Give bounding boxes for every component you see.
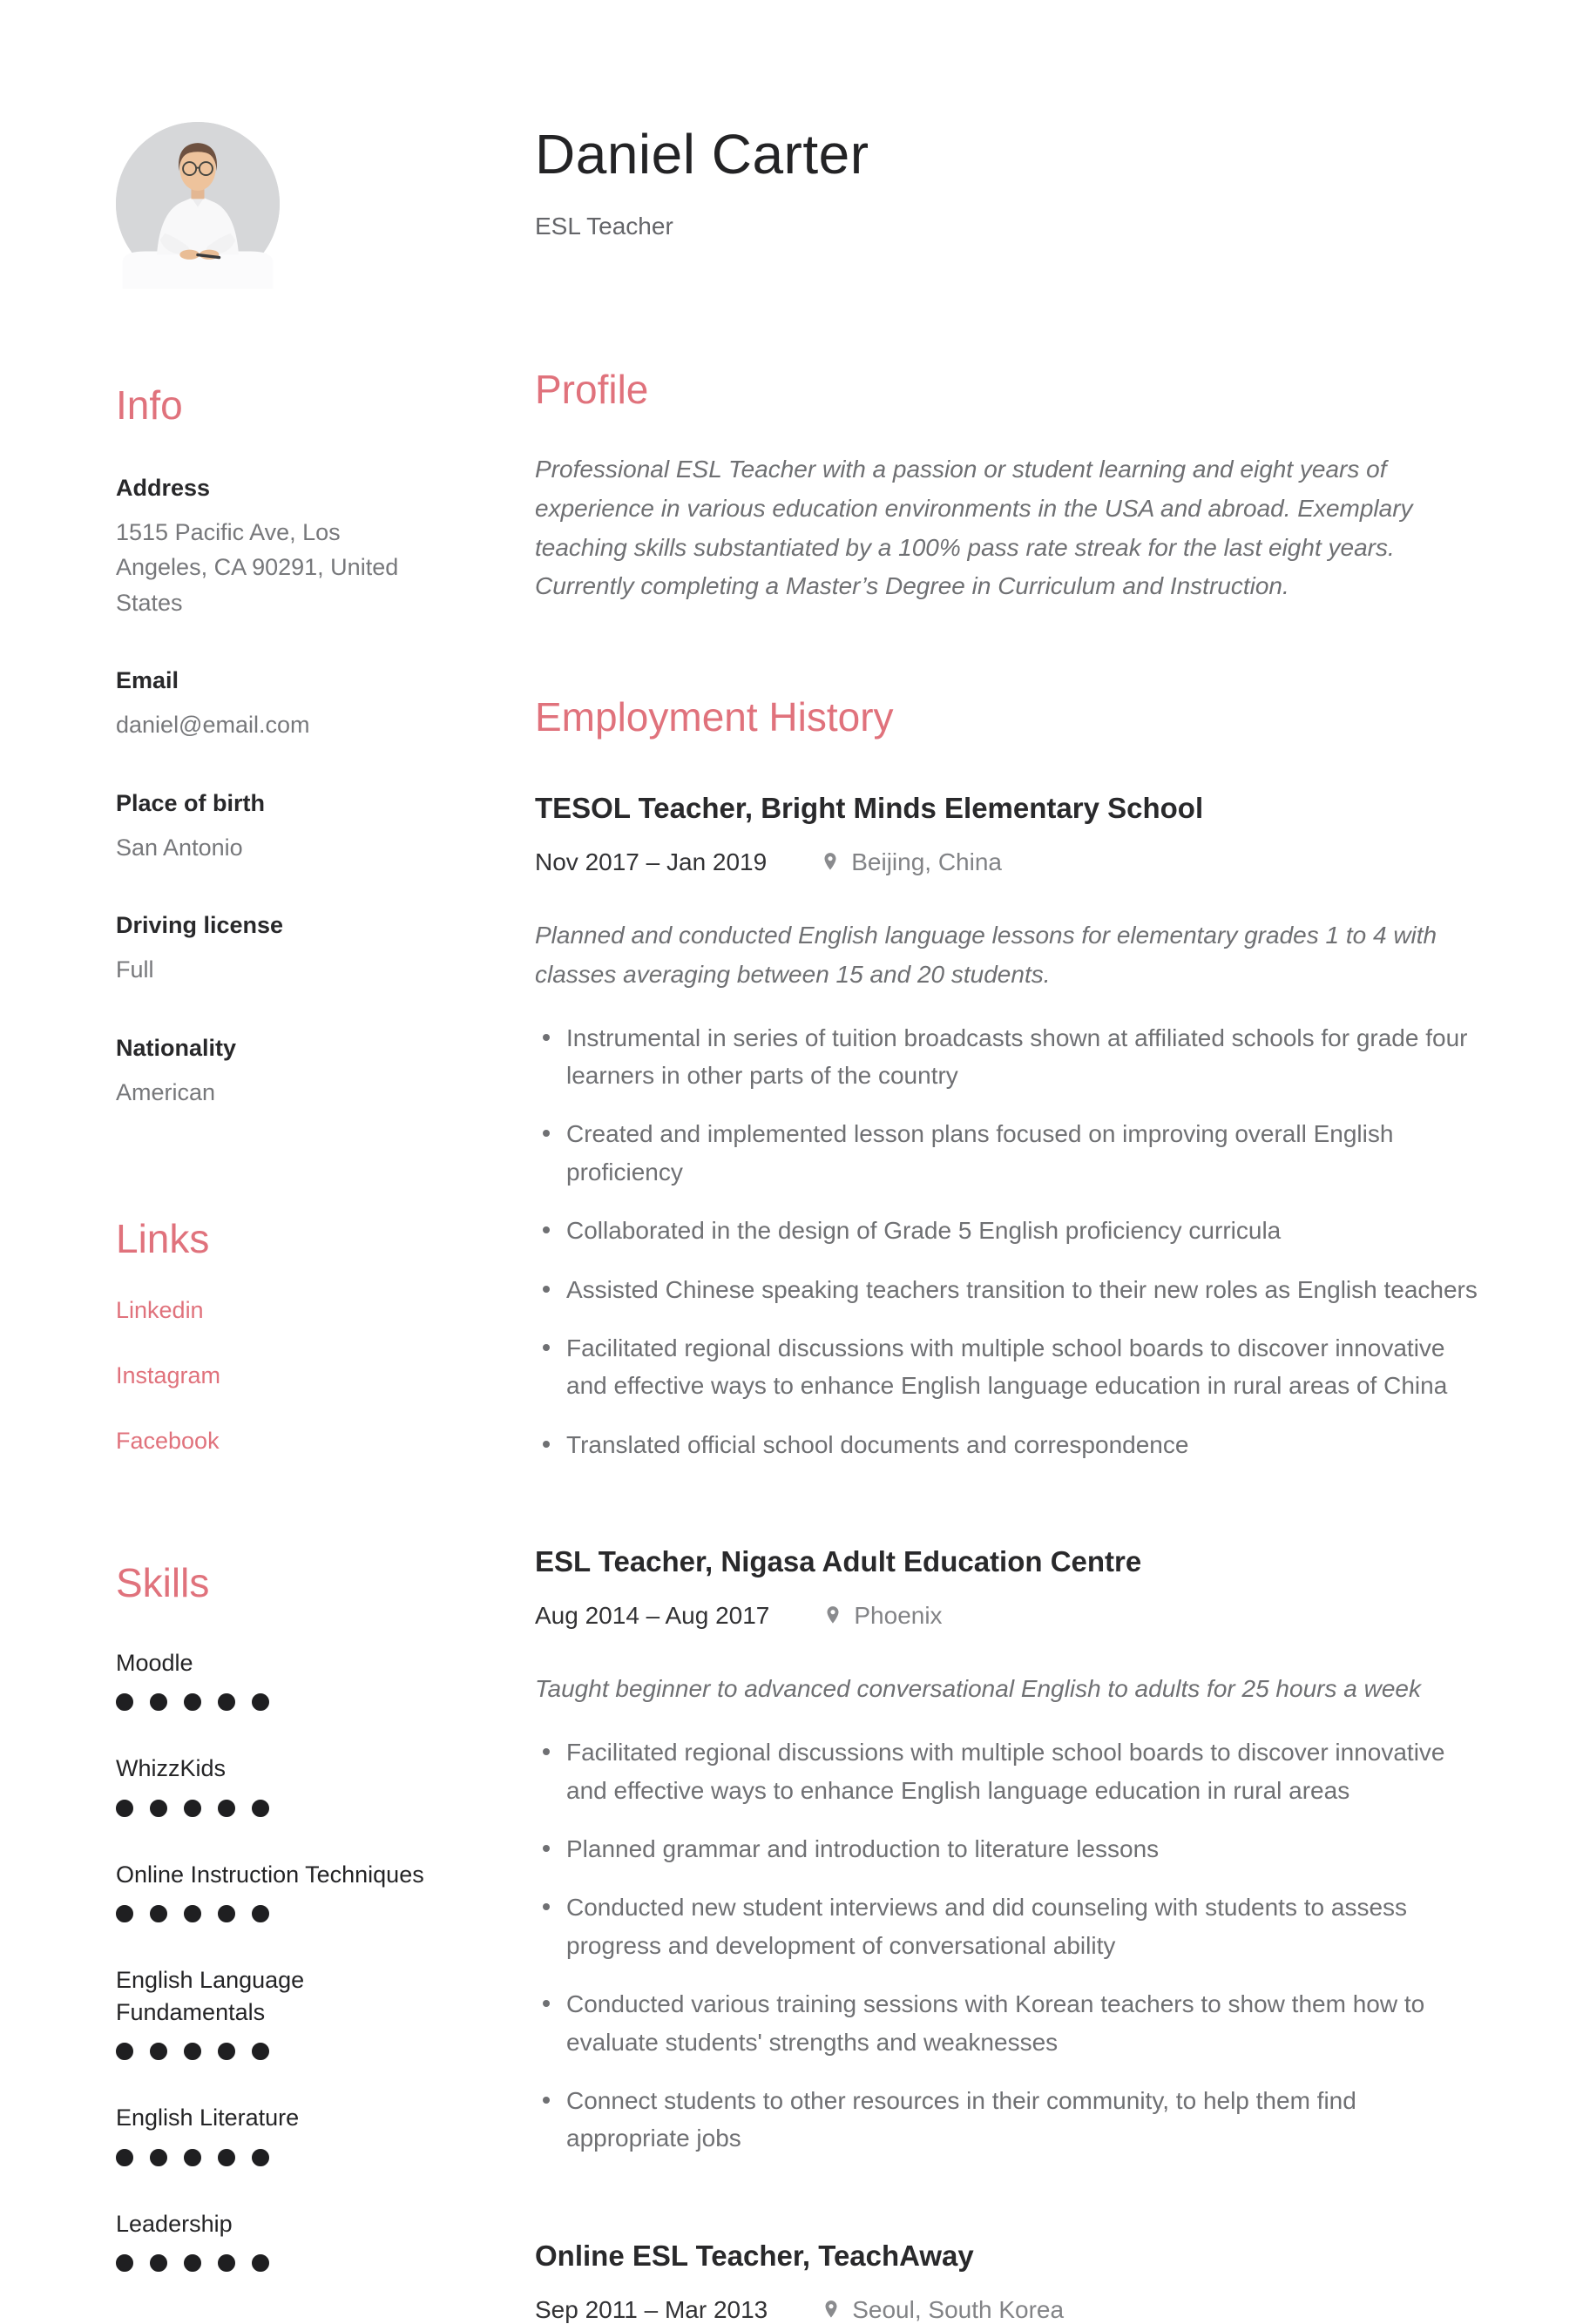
- job-bullet-list: [535, 1733, 1486, 2158]
- skill-rating-dots: [116, 2149, 428, 2166]
- rating-dot: [184, 2043, 201, 2060]
- skill-name: Online Instruction Techniques: [116, 1861, 424, 1888]
- profile-section-heading: Profile: [535, 367, 649, 413]
- job-meta: [535, 848, 1486, 876]
- info-field-address: [116, 473, 428, 621]
- job-bullet: Connect students to other resources in their community, to help them find appropriate jobs: [535, 2082, 1486, 2158]
- job-dates: Nov 2017 – Jan 2019: [535, 848, 768, 876]
- job-dates: Sep 2011 – Mar 2013: [535, 2295, 768, 2323]
- job-entry: [535, 2238, 1486, 2324]
- rating-dot: [150, 2149, 167, 2166]
- job-title: TESOL Teacher, Bright Minds Elementary School: [535, 791, 1204, 824]
- field-value: daniel@email.com: [116, 712, 310, 739]
- field-value: 1515 Pacific Ave, Los Angeles, CA 90291, United States: [116, 518, 399, 616]
- job-bullet-list: [535, 1019, 1486, 1464]
- info-field-place-of-birth: [116, 788, 428, 866]
- info-section-heading: Info: [116, 382, 183, 428]
- info-field-nationality: [116, 1033, 428, 1111]
- skill-rating-dots: [116, 1905, 428, 1922]
- field-value: Full: [116, 956, 154, 983]
- skill-english-language-fundamentals: [116, 1964, 428, 2060]
- rating-dot: [218, 1693, 235, 1711]
- rating-dot: [252, 1905, 269, 1922]
- job-entry: [535, 790, 1486, 1463]
- rating-dot: [218, 1800, 235, 1817]
- field-value: American: [116, 1079, 216, 1106]
- location-pin-icon: [819, 851, 842, 874]
- rating-dot: [116, 2149, 133, 2166]
- rating-dot: [150, 1800, 167, 1817]
- portrait-illustration: [116, 122, 280, 286]
- location-pin-icon: [820, 2299, 842, 2321]
- profile-summary: Professional ESL Teacher with a passion or student learning and eight years of experience in various education environments in the USA and abroad. Exemplary teaching skills substantiated by a 100% pass rate streak for the last eight years. Currently completing a Master’s Degree in Curriculum and Instruction.: [535, 455, 1413, 600]
- rating-dot: [150, 1905, 167, 1922]
- job-bullet: Collaborated in the design of Grade 5 English proficiency curricula: [535, 1212, 1486, 1249]
- rating-dot: [184, 1905, 201, 1922]
- job-location: [820, 2296, 1064, 2324]
- skill-rating-dots: [116, 1693, 428, 1711]
- location-pin-icon: [822, 1605, 844, 1627]
- job-bullet: Facilitated regional discussions with multiple school boards to discover innovative and effective ways to enhance English language education in rural areas of China: [535, 1329, 1486, 1405]
- rating-dot: [184, 2149, 201, 2166]
- rating-dot: [116, 1693, 133, 1711]
- job-bullet: Conducted new student interviews and did counseling with students to assess progress and development of conversational ability: [535, 1888, 1486, 1964]
- skills-section-heading: Skills: [116, 1560, 210, 1606]
- job-bullet: Translated official school documents and correspondence: [535, 1426, 1486, 1463]
- main-column: [535, 0, 1486, 2324]
- rating-dot: [252, 2149, 269, 2166]
- job-bullet: Conducted various training sessions with Korean teachers to show them how to evaluate students' strengths and weaknesses: [535, 1985, 1486, 2061]
- rating-dot: [116, 2254, 133, 2272]
- skill-name: Moodle: [116, 1650, 193, 1677]
- job-title: ESL Teacher, Nigasa Adult Education Centre: [535, 1545, 1142, 1578]
- rating-dot: [218, 2254, 235, 2272]
- info-field-driving-license: [116, 910, 428, 988]
- skill-name: WhizzKids: [116, 1755, 227, 1782]
- field-label: Email: [116, 667, 179, 694]
- field-label: Driving license: [116, 912, 284, 939]
- job-location-text: Seoul, South Korea: [852, 2295, 1065, 2323]
- job-location-text: Beijing, China: [851, 848, 1002, 876]
- job-entry: [535, 1544, 1486, 2158]
- job-bullet: Instrumental in series of tuition broadcasts shown at affiliated schools for grade four learners in other parts of the country: [535, 1019, 1486, 1095]
- job-bullet: Created and implemented lesson plans focused on improving overall English proficiency: [535, 1115, 1486, 1191]
- job-location: [822, 1602, 942, 1630]
- skill-rating-dots: [116, 2043, 428, 2060]
- field-label: Address: [116, 474, 211, 501]
- skill-leadership: [116, 2208, 428, 2272]
- rating-dot: [116, 1800, 133, 1817]
- job-bullet: Planned grammar and introduction to literature lessons: [535, 1830, 1486, 1868]
- rating-dot: [252, 1800, 269, 1817]
- skill-name: Leadership: [116, 2210, 233, 2237]
- job-location-text: Phoenix: [854, 1602, 943, 1630]
- job-bullet: Assisted Chinese speaking teachers transition to their new roles as English teachers: [535, 1271, 1486, 1308]
- skill-rating-dots: [116, 2254, 428, 2272]
- link-instagram[interactable]: Instagram: [116, 1362, 221, 1389]
- person-name: Daniel Carter: [535, 123, 869, 186]
- job-summary: Taught beginner to advanced conversational English to adults for 25 hours a week: [535, 1675, 1421, 1703]
- rating-dot: [218, 2043, 235, 2060]
- rating-dot: [184, 1800, 201, 1817]
- rating-dot: [252, 2043, 269, 2060]
- rating-dot: [116, 2043, 133, 2060]
- link-facebook[interactable]: Facebook: [116, 1428, 220, 1455]
- rating-dot: [218, 1905, 235, 1922]
- links-section-heading: Links: [116, 1215, 210, 1261]
- rating-dot: [218, 2149, 235, 2166]
- skill-english-literature: [116, 2102, 428, 2165]
- skill-rating-dots: [116, 1800, 428, 1817]
- link-linkedin[interactable]: Linkedin: [116, 1297, 204, 1324]
- rating-dot: [252, 2254, 269, 2272]
- person-job-title: ESL Teacher: [535, 213, 673, 240]
- skill-whizzkids: [116, 1753, 428, 1816]
- skill-name: English Language Fundamentals: [116, 1967, 305, 2025]
- job-summary: Planned and conducted English language lessons for elementary grades 1 to 4 with classes averaging between 15 and 20 students.: [535, 922, 1437, 988]
- job-location: [819, 848, 1002, 876]
- rating-dot: [184, 1693, 201, 1711]
- employment-section-heading: Employment History: [535, 694, 894, 740]
- rating-dot: [116, 1905, 133, 1922]
- field-label: Nationality: [116, 1034, 237, 1061]
- job-title: Online ESL Teacher, TeachAway: [535, 2239, 974, 2272]
- field-label: Place of birth: [116, 789, 266, 816]
- profile-photo: [116, 122, 280, 286]
- rating-dot: [150, 1693, 167, 1711]
- sidebar: [116, 0, 428, 2272]
- job-bullet: Facilitated regional discussions with multiple school boards to discover innovative and effective ways to enhance English language education in rural areas: [535, 1733, 1486, 1809]
- skill-online-instruction-techniques: [116, 1859, 428, 1922]
- rating-dot: [150, 2254, 167, 2272]
- rating-dot: [184, 2254, 201, 2272]
- rating-dot: [252, 1693, 269, 1711]
- info-field-email: [116, 665, 428, 743]
- skill-name: English Literature: [116, 2104, 300, 2131]
- job-dates: Aug 2014 – Aug 2017: [535, 1602, 770, 1630]
- field-value: San Antonio: [116, 834, 243, 861]
- job-meta: [535, 1602, 1486, 1630]
- rating-dot: [150, 2043, 167, 2060]
- job-meta: [535, 2296, 1486, 2324]
- skill-moodle: [116, 1647, 428, 1711]
